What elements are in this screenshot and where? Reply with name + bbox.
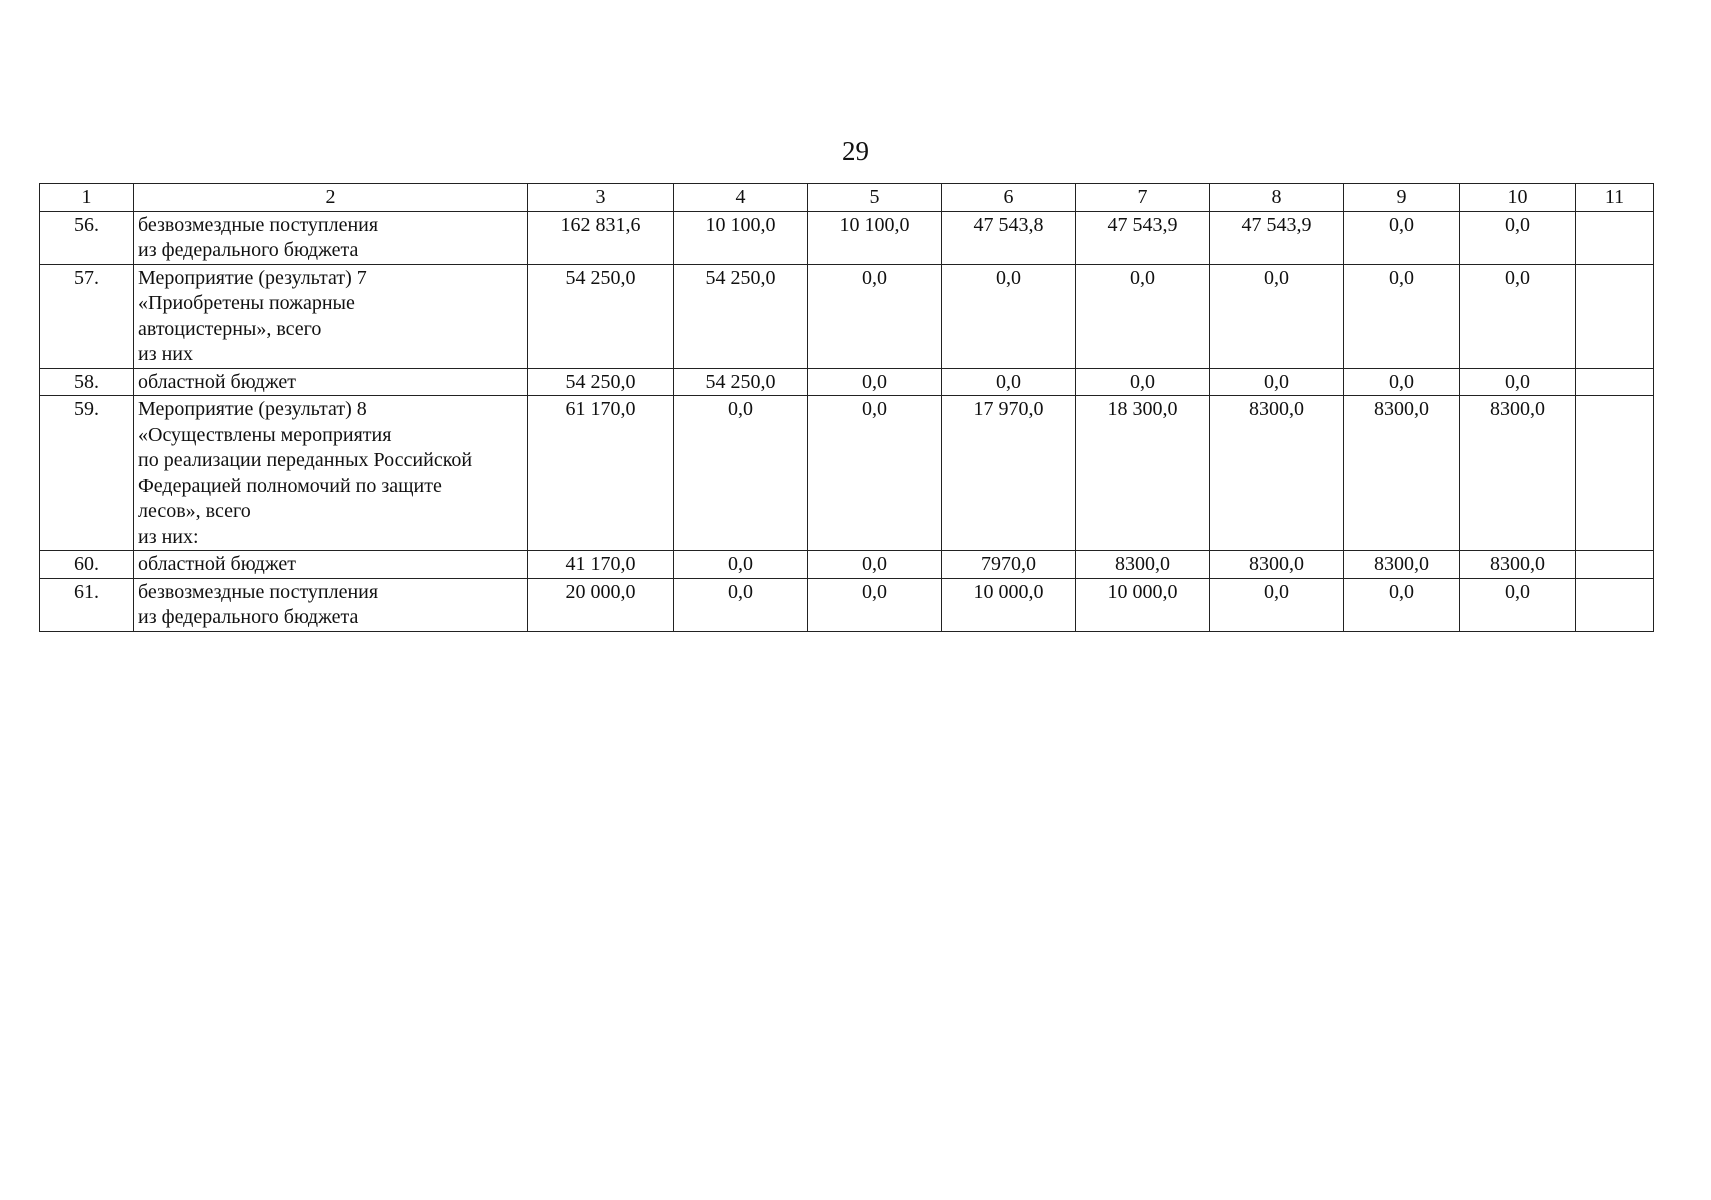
value-cell-col-5: 0,0 bbox=[808, 368, 942, 396]
value-cell-col-5: 0,0 bbox=[808, 396, 942, 551]
value-cell-col-9: 0,0 bbox=[1344, 211, 1460, 264]
value-cell-col-10: 8300,0 bbox=[1460, 396, 1576, 551]
table-row bbox=[40, 396, 1654, 551]
value-cell-col-6: 0,0 bbox=[942, 368, 1076, 396]
value-cell-col-4: 0,0 bbox=[674, 551, 808, 579]
value-cell-col-8: 0,0 bbox=[1210, 368, 1344, 396]
value-cell-col-11 bbox=[1576, 396, 1654, 551]
value-cell-col-3: 54 250,0 bbox=[528, 368, 674, 396]
value-cell-col-5: 10 100,0 bbox=[808, 211, 942, 264]
row-name-line: автоцистерны», всего bbox=[138, 317, 322, 340]
row-name-line: безвозмездные поступления bbox=[138, 580, 379, 603]
row-number-cell: 57. bbox=[40, 264, 134, 368]
header-cell-col-9: 9 bbox=[1344, 184, 1460, 212]
header-cell-col-7: 7 bbox=[1076, 184, 1210, 212]
value-cell-col-6: 17 970,0 bbox=[942, 396, 1076, 551]
row-name-cell bbox=[134, 368, 528, 396]
value-cell-col-11 bbox=[1576, 264, 1654, 368]
value-cell-col-6: 0,0 bbox=[942, 264, 1076, 368]
value-cell-col-3: 61 170,0 bbox=[528, 396, 674, 551]
header-cell-col-10: 10 bbox=[1460, 184, 1576, 212]
row-name-line: Федерацией полномочий по защите bbox=[138, 474, 442, 497]
row-name-line: областной бюджет bbox=[138, 370, 297, 393]
header-cell-col-4: 4 bbox=[674, 184, 808, 212]
value-cell-col-10: 0,0 bbox=[1460, 264, 1576, 368]
row-name-line: Мероприятие (результат) 7 bbox=[138, 266, 367, 289]
header-cell-col-5: 5 bbox=[808, 184, 942, 212]
header-cell-col-3: 3 bbox=[528, 184, 674, 212]
value-cell-col-11 bbox=[1576, 211, 1654, 264]
value-cell-col-10: 0,0 bbox=[1460, 211, 1576, 264]
value-cell-col-10: 0,0 bbox=[1460, 368, 1576, 396]
value-cell-col-8: 0,0 bbox=[1210, 578, 1344, 631]
row-name-cell bbox=[134, 578, 528, 631]
value-cell-col-8: 0,0 bbox=[1210, 264, 1344, 368]
value-cell-col-11 bbox=[1576, 368, 1654, 396]
row-name-line: из федерального бюджета bbox=[138, 239, 359, 261]
row-name-cell bbox=[134, 396, 528, 551]
value-cell-col-7: 18 300,0 bbox=[1076, 396, 1210, 551]
value-cell-col-8: 47 543,9 bbox=[1210, 211, 1344, 264]
value-cell-col-3: 162 831,6 bbox=[528, 211, 674, 264]
value-cell-col-11 bbox=[1576, 578, 1654, 631]
value-cell-col-4: 0,0 bbox=[674, 396, 808, 551]
header-cell-col-11: 11 bbox=[1576, 184, 1654, 212]
value-cell-col-10: 0,0 bbox=[1460, 578, 1576, 631]
row-name-line: лесов», всего bbox=[138, 500, 251, 522]
value-cell-col-3: 20 000,0 bbox=[528, 578, 674, 631]
value-cell-col-9: 8300,0 bbox=[1344, 396, 1460, 551]
value-cell-col-9: 8300,0 bbox=[1344, 551, 1460, 579]
row-number-cell: 61. bbox=[40, 578, 134, 631]
value-cell-col-7: 47 543,9 bbox=[1076, 211, 1210, 264]
value-cell-col-10: 8300,0 bbox=[1460, 551, 1576, 579]
value-cell-col-4: 0,0 bbox=[674, 578, 808, 631]
header-cell-col-2: 2 bbox=[134, 184, 528, 212]
value-cell-col-9: 0,0 bbox=[1344, 264, 1460, 368]
row-name-line: «Осуществлены мероприятия bbox=[138, 423, 392, 446]
row-name-line: по реализации переданных Российской bbox=[138, 449, 473, 471]
table-row bbox=[40, 551, 1654, 579]
row-name-line: из них: bbox=[138, 525, 199, 548]
value-cell-col-9: 0,0 bbox=[1344, 368, 1460, 396]
row-name-line: безвозмездные поступления bbox=[138, 213, 379, 236]
row-number-cell: 58. bbox=[40, 368, 134, 396]
row-name-line: областной бюджет bbox=[138, 553, 297, 575]
header-cell-col-6: 6 bbox=[942, 184, 1076, 212]
value-cell-col-4: 54 250,0 bbox=[674, 368, 808, 396]
value-cell-col-3: 54 250,0 bbox=[528, 264, 674, 368]
row-name-cell bbox=[134, 551, 528, 579]
row-name-cell bbox=[134, 211, 528, 264]
value-cell-col-5: 0,0 bbox=[808, 578, 942, 631]
value-cell-col-6: 7970,0 bbox=[942, 551, 1076, 579]
value-cell-col-4: 10 100,0 bbox=[674, 211, 808, 264]
row-number-cell: 60. bbox=[40, 551, 134, 579]
value-cell-col-5: 0,0 bbox=[808, 264, 942, 368]
table-row bbox=[40, 368, 1654, 396]
value-cell-col-8: 8300,0 bbox=[1210, 396, 1344, 551]
header-cell-col-1: 1 bbox=[40, 184, 134, 212]
value-cell-col-7: 0,0 bbox=[1076, 368, 1210, 396]
row-name-line: Мероприятие (результат) 8 bbox=[138, 398, 367, 420]
header-cell-col-8: 8 bbox=[1210, 184, 1344, 212]
page-number: 29 bbox=[842, 136, 869, 166]
value-cell-col-5: 0,0 bbox=[808, 551, 942, 579]
table-row bbox=[40, 211, 1654, 264]
value-cell-col-3: 41 170,0 bbox=[528, 551, 674, 579]
row-name-line: «Приобретены пожарные bbox=[138, 292, 355, 314]
budget-table bbox=[39, 183, 1654, 632]
row-name-cell bbox=[134, 264, 528, 368]
row-name-line: из федерального бюджета bbox=[138, 606, 359, 628]
value-cell-col-4: 54 250,0 bbox=[674, 264, 808, 368]
value-cell-col-9: 0,0 bbox=[1344, 578, 1460, 631]
table-row bbox=[40, 578, 1654, 631]
row-name-line: из них bbox=[138, 343, 194, 365]
value-cell-col-8: 8300,0 bbox=[1210, 551, 1344, 579]
value-cell-col-7: 10 000,0 bbox=[1076, 578, 1210, 631]
value-cell-col-6: 47 543,8 bbox=[942, 211, 1076, 264]
value-cell-col-7: 8300,0 bbox=[1076, 551, 1210, 579]
table-row bbox=[40, 264, 1654, 368]
value-cell-col-6: 10 000,0 bbox=[942, 578, 1076, 631]
row-number-cell: 59. bbox=[40, 396, 134, 551]
row-number-cell: 56. bbox=[40, 211, 134, 264]
value-cell-col-7: 0,0 bbox=[1076, 264, 1210, 368]
value-cell-col-11 bbox=[1576, 551, 1654, 579]
table-header-row bbox=[40, 184, 1654, 212]
